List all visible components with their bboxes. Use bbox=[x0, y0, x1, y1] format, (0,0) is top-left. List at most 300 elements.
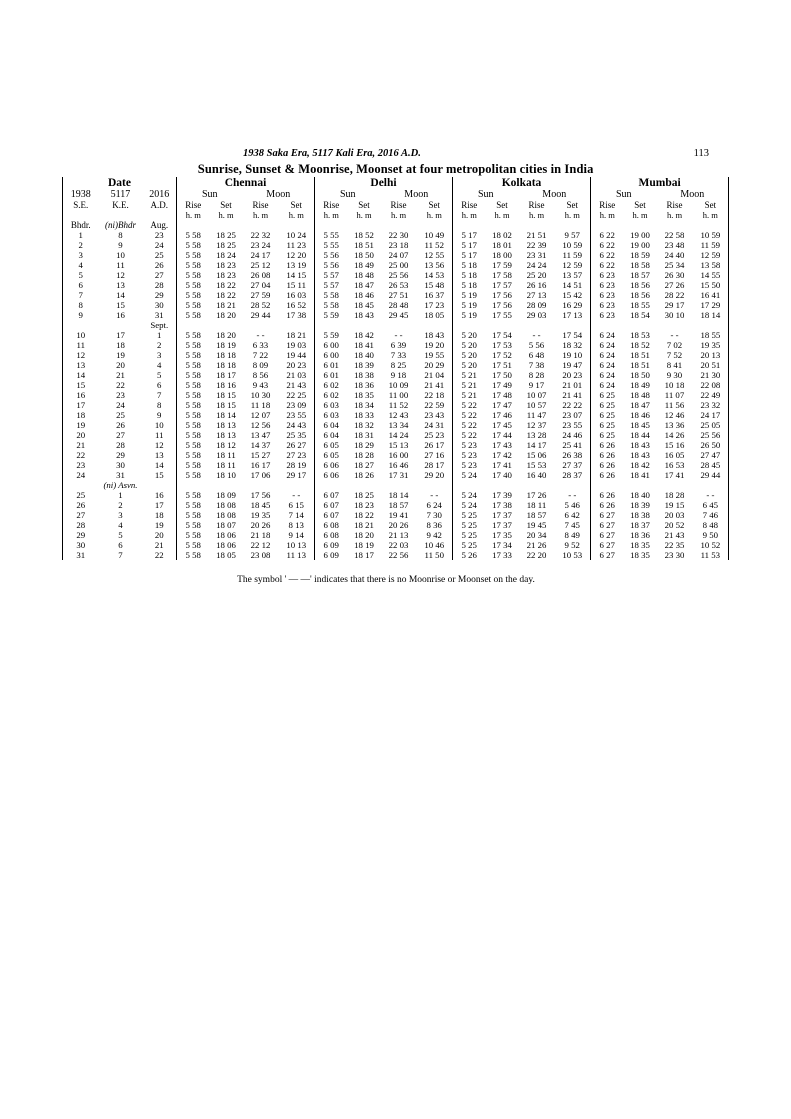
table-row bbox=[63, 540, 729, 550]
unit-pad-2 bbox=[210, 220, 243, 230]
row-value: 15 27 bbox=[250, 450, 271, 460]
running-header bbox=[62, 148, 710, 162]
date-col-se-bottom: S.E. bbox=[63, 200, 99, 210]
row-value: 27 59 bbox=[250, 290, 271, 300]
unit-pad-3 bbox=[243, 220, 279, 230]
row-value: 21 51 bbox=[526, 230, 547, 240]
group-header-kolkata: Kolkata bbox=[453, 177, 591, 189]
row-ke: 20 bbox=[116, 360, 125, 370]
row-value: 18 10 bbox=[216, 470, 236, 480]
row-value: 11 53 bbox=[693, 550, 729, 560]
mm-c6 bbox=[348, 320, 381, 330]
row-se: 25 bbox=[63, 490, 99, 500]
row-value: 6 23 bbox=[599, 310, 615, 320]
table-row bbox=[63, 400, 729, 410]
row-value: 27 51 bbox=[388, 290, 409, 300]
row-value: 28 45 bbox=[693, 460, 729, 470]
row-value: 6 39 bbox=[390, 340, 407, 350]
row-value: 6 27 bbox=[599, 530, 615, 540]
row-value: 11 52 bbox=[417, 240, 453, 250]
row-value: 5 58 bbox=[185, 540, 201, 550]
row-value: 15 48 bbox=[417, 280, 453, 290]
row-value: 19 35 bbox=[250, 510, 271, 520]
row-value: 18 18 bbox=[216, 350, 236, 360]
row-value: 11 23 bbox=[279, 240, 315, 250]
mumbai-sun-rise: Rise bbox=[599, 200, 616, 210]
date-col-ad-bottom: A.D. bbox=[143, 200, 177, 210]
mm-pad-a bbox=[63, 320, 99, 330]
row-se: 31 bbox=[63, 550, 99, 560]
row-value: 22 18 bbox=[417, 390, 453, 400]
row-ke: 29 bbox=[116, 450, 125, 460]
row-value: 18 43 bbox=[417, 330, 453, 340]
row-value: 22 25 bbox=[279, 390, 315, 400]
row-value: 18 45 bbox=[630, 420, 650, 430]
row-value: 10 24 bbox=[279, 230, 315, 240]
mumbai-sun-label: Sun bbox=[615, 189, 632, 200]
mm2-pad-a bbox=[63, 480, 99, 490]
row-value: 5 17 bbox=[461, 230, 477, 240]
row-value: 24 24 bbox=[526, 260, 547, 270]
hm-11: h. m bbox=[528, 210, 545, 220]
row-ke: 11 bbox=[116, 260, 125, 270]
row-value: 18 38 bbox=[630, 510, 650, 520]
mm-c16 bbox=[693, 320, 729, 330]
row-value: 17 55 bbox=[492, 310, 512, 320]
row-value: 18 07 bbox=[216, 520, 236, 530]
row-value: 26 08 bbox=[250, 270, 271, 280]
row-value: 24 17 bbox=[693, 410, 729, 420]
row-value: 18 18 bbox=[216, 360, 236, 370]
row-value: 27 16 bbox=[417, 450, 453, 460]
date-col-se-top: 1938 bbox=[63, 189, 99, 200]
row-value: 5 57 bbox=[323, 270, 339, 280]
row-value: 13 19 bbox=[279, 260, 315, 270]
row-value: 23 55 bbox=[555, 420, 591, 430]
row-value: 5 25 bbox=[461, 520, 477, 530]
row-value: - - bbox=[394, 330, 403, 340]
row-value: 15 13 bbox=[388, 440, 409, 450]
row-value: 25 05 bbox=[693, 420, 729, 430]
row-value: 6 00 bbox=[323, 340, 339, 350]
row-value: 18 16 bbox=[216, 380, 236, 390]
mm-c12 bbox=[555, 320, 591, 330]
row-value: 20 26 bbox=[250, 520, 271, 530]
mm-c9 bbox=[453, 320, 486, 330]
row-value: 9 52 bbox=[555, 540, 591, 550]
row-value: 5 24 bbox=[461, 500, 477, 510]
row-ad: 18 bbox=[143, 510, 177, 520]
row-value: 6 24 bbox=[417, 500, 453, 510]
row-ke: 10 bbox=[116, 250, 125, 260]
row-value: 17 33 bbox=[492, 550, 512, 560]
row-value: 18 23 bbox=[216, 270, 236, 280]
row-value: 17 31 bbox=[388, 470, 409, 480]
row-value: 18 41 bbox=[630, 470, 650, 480]
mm2-c7 bbox=[381, 480, 417, 490]
row-value: 26 16 bbox=[526, 280, 547, 290]
mm2-c15 bbox=[657, 480, 693, 490]
mm-c1 bbox=[177, 320, 210, 330]
mumbai-sun-set: Set bbox=[634, 200, 646, 210]
row-value: 6 01 bbox=[323, 360, 339, 370]
row-value: 19 00 bbox=[630, 230, 650, 240]
table-row bbox=[63, 430, 729, 440]
row-value: 21 18 bbox=[250, 530, 271, 540]
row-value: 6 08 bbox=[323, 530, 339, 540]
row-value: 22 59 bbox=[417, 400, 453, 410]
row-se: 10 bbox=[63, 330, 99, 340]
row-value: 20 23 bbox=[279, 360, 315, 370]
row-value: 23 18 bbox=[388, 240, 409, 250]
row-value: 17 48 bbox=[492, 390, 512, 400]
date-col-ke-top: 5117 bbox=[110, 189, 131, 200]
mm2-pad-c bbox=[143, 480, 177, 490]
unit-pad-7 bbox=[381, 220, 417, 230]
row-value: 15 16 bbox=[664, 440, 685, 450]
row-value: 17 53 bbox=[492, 340, 512, 350]
hm-16: h. m bbox=[693, 210, 729, 220]
row-value: 27 13 bbox=[526, 290, 547, 300]
kolkata-moon-label: Moon bbox=[519, 189, 591, 200]
row-value: 27 47 bbox=[693, 450, 729, 460]
row-value: 10 07 bbox=[526, 390, 547, 400]
row-value: 18 32 bbox=[555, 340, 591, 350]
row-value: 6 23 bbox=[599, 280, 615, 290]
kolkata-sun-rise: Rise bbox=[461, 200, 478, 210]
unit-ni-bhdr: (ni)Bhdr bbox=[105, 220, 136, 230]
delhi-sun-rise: Rise bbox=[323, 200, 340, 210]
row-value: 18 29 bbox=[354, 440, 374, 450]
row-value: - - bbox=[279, 490, 315, 500]
row-value: 5 20 bbox=[461, 350, 477, 360]
row-value: 13 36 bbox=[664, 420, 685, 430]
row-value: 29 44 bbox=[693, 470, 729, 480]
row-value: 27 26 bbox=[664, 280, 685, 290]
row-value: 18 51 bbox=[630, 350, 650, 360]
mm-c14 bbox=[624, 320, 657, 330]
row-value: 15 06 bbox=[526, 450, 547, 460]
table-row bbox=[63, 260, 729, 270]
row-value: 6 22 bbox=[599, 250, 615, 260]
row-value: 5 58 bbox=[185, 450, 201, 460]
row-value: 18 33 bbox=[354, 410, 374, 420]
row-value: 18 38 bbox=[354, 370, 374, 380]
row-value: 6 24 bbox=[599, 380, 615, 390]
row-value: 28 09 bbox=[526, 300, 547, 310]
row-se: 18 bbox=[63, 410, 99, 420]
row-value: 7 45 bbox=[555, 520, 591, 530]
row-value: 16 41 bbox=[693, 290, 729, 300]
row-value: 6 33 bbox=[252, 340, 269, 350]
row-value: 20 29 bbox=[417, 360, 453, 370]
row-value: 30 10 bbox=[664, 310, 685, 320]
row-value: 6 22 bbox=[599, 260, 615, 270]
row-value: 5 58 bbox=[185, 490, 201, 500]
row-value: 6 24 bbox=[599, 370, 615, 380]
table-row bbox=[63, 270, 729, 280]
row-value: 6 03 bbox=[323, 410, 339, 420]
row-value: 11 18 bbox=[250, 400, 271, 410]
row-value: 14 53 bbox=[417, 270, 453, 280]
row-value: 6 23 bbox=[599, 300, 615, 310]
row-value: 5 18 bbox=[461, 280, 477, 290]
unit-pad-12 bbox=[555, 220, 591, 230]
row-value: 5 58 bbox=[185, 470, 201, 480]
row-se: 21 bbox=[63, 440, 99, 450]
row-se: 8 bbox=[63, 300, 99, 310]
row-value: 14 15 bbox=[279, 270, 315, 280]
row-value: 5 46 bbox=[555, 500, 591, 510]
row-value: 29 20 bbox=[417, 470, 453, 480]
row-value: 6 09 bbox=[323, 540, 339, 550]
row-value: 14 26 bbox=[664, 430, 685, 440]
row-value: 18 35 bbox=[630, 550, 650, 560]
row-value: 18 50 bbox=[630, 370, 650, 380]
row-value: 18 43 bbox=[630, 440, 650, 450]
row-se: 16 bbox=[63, 390, 99, 400]
row-value: 11 13 bbox=[279, 550, 315, 560]
row-value: 5 23 bbox=[461, 440, 477, 450]
row-value: 5 24 bbox=[461, 470, 477, 480]
row-value: 6 26 bbox=[599, 490, 615, 500]
row-value: 16 37 bbox=[417, 290, 453, 300]
row-ke: 28 bbox=[116, 440, 125, 450]
table-row bbox=[63, 310, 729, 320]
row-value: 19 35 bbox=[693, 340, 729, 350]
unit-pad-14 bbox=[624, 220, 657, 230]
row-value: 18 01 bbox=[492, 240, 512, 250]
row-value: 13 28 bbox=[526, 430, 547, 440]
row-value: 18 23 bbox=[354, 500, 374, 510]
row-value: 6 26 bbox=[599, 460, 615, 470]
group-header-mumbai: Mumbai bbox=[591, 177, 729, 189]
row-se: 28 bbox=[63, 520, 99, 530]
mm2-c6 bbox=[348, 480, 381, 490]
row-ad: 20 bbox=[143, 530, 177, 540]
row-se: 12 bbox=[63, 350, 99, 360]
row-value: 18 46 bbox=[354, 290, 374, 300]
row-value: 18 48 bbox=[630, 390, 650, 400]
row-value: 22 32 bbox=[250, 230, 271, 240]
row-value: 18 45 bbox=[250, 500, 271, 510]
row-value: 25 35 bbox=[279, 430, 315, 440]
row-value: 18 47 bbox=[354, 280, 374, 290]
row-value: 11 07 bbox=[664, 390, 685, 400]
chennai-moon-rise: Rise bbox=[252, 200, 269, 210]
row-value: 5 58 bbox=[185, 350, 201, 360]
row-value: 10 53 bbox=[555, 550, 591, 560]
row-value: 6 24 bbox=[599, 330, 615, 340]
row-value: 18 02 bbox=[492, 230, 512, 240]
row-value: 5 56 bbox=[323, 250, 339, 260]
row-value: 5 58 bbox=[185, 410, 201, 420]
row-value: 5 17 bbox=[461, 250, 477, 260]
row-value: 9 50 bbox=[693, 530, 729, 540]
row-value: 18 00 bbox=[492, 250, 512, 260]
row-value: 18 47 bbox=[630, 400, 650, 410]
row-value: 6 00 bbox=[323, 350, 339, 360]
mm2-c3 bbox=[243, 480, 279, 490]
row-value: 5 17 bbox=[461, 240, 477, 250]
row-value: 18 11 bbox=[216, 460, 236, 470]
row-value: 6 22 bbox=[599, 240, 615, 250]
row-value: 13 56 bbox=[417, 260, 453, 270]
row-value: 5 22 bbox=[461, 410, 477, 420]
row-se: 19 bbox=[63, 420, 99, 430]
row-value: 6 26 bbox=[599, 450, 615, 460]
row-value: 21 41 bbox=[417, 380, 453, 390]
row-value: 10 57 bbox=[526, 400, 547, 410]
row-value: 5 21 bbox=[461, 390, 477, 400]
kolkata-sun-set: Set bbox=[496, 200, 508, 210]
row-value: 25 41 bbox=[555, 440, 591, 450]
row-se: 7 bbox=[63, 290, 99, 300]
mm-c2 bbox=[210, 320, 243, 330]
table-row bbox=[63, 550, 729, 560]
mm2-c10 bbox=[486, 480, 519, 490]
row-value: 18 36 bbox=[630, 530, 650, 540]
row-value: 17 56 bbox=[492, 290, 512, 300]
row-ke: 1 bbox=[118, 490, 123, 500]
row-value: 5 20 bbox=[461, 360, 477, 370]
row-value: 17 50 bbox=[492, 370, 512, 380]
row-value: 5 58 bbox=[185, 360, 201, 370]
row-value: 23 24 bbox=[250, 240, 271, 250]
row-ke: 18 bbox=[116, 340, 125, 350]
row-value: 5 19 bbox=[461, 310, 477, 320]
row-value: - - bbox=[555, 490, 591, 500]
row-value: 22 12 bbox=[250, 540, 271, 550]
row-value: 5 58 bbox=[185, 500, 201, 510]
row-ke: 27 bbox=[116, 430, 125, 440]
row-ad: 21 bbox=[143, 540, 177, 550]
row-value: 26 53 bbox=[388, 280, 409, 290]
row-value: 14 55 bbox=[693, 270, 729, 280]
row-se: 9 bbox=[63, 310, 99, 320]
row-value: 18 22 bbox=[354, 510, 374, 520]
row-value: 6 06 bbox=[323, 470, 339, 480]
row-value: 18 20 bbox=[216, 330, 236, 340]
row-value: 18 34 bbox=[354, 400, 374, 410]
row-value: 17 26 bbox=[526, 490, 547, 500]
row-value: 21 13 bbox=[388, 530, 409, 540]
row-ke: 22 bbox=[116, 380, 125, 390]
row-value: 5 58 bbox=[185, 400, 201, 410]
row-value: 6 25 bbox=[599, 420, 615, 430]
row-value: 6 23 bbox=[599, 290, 615, 300]
row-ad: 2 bbox=[143, 340, 177, 350]
row-value: 14 37 bbox=[250, 440, 271, 450]
row-value: 18 39 bbox=[354, 360, 374, 370]
row-value: 13 34 bbox=[388, 420, 409, 430]
row-value: 20 51 bbox=[693, 360, 729, 370]
row-value: 5 55 bbox=[323, 230, 339, 240]
mm-c10 bbox=[486, 320, 519, 330]
row-value: 17 42 bbox=[492, 450, 512, 460]
row-value: 5 58 bbox=[185, 380, 201, 390]
row-se: 3 bbox=[63, 250, 99, 260]
row-value: 14 51 bbox=[555, 280, 591, 290]
row-ad: 5 bbox=[143, 370, 177, 380]
row-ad: 3 bbox=[143, 350, 177, 360]
row-value: 6 27 bbox=[599, 510, 615, 520]
row-value: 21 30 bbox=[693, 370, 729, 380]
row-value: 18 43 bbox=[630, 450, 650, 460]
row-value: 5 58 bbox=[185, 290, 201, 300]
row-ke: 14 bbox=[116, 290, 125, 300]
row-value: 15 11 bbox=[279, 280, 315, 290]
row-se: 30 bbox=[63, 540, 99, 550]
row-value: 5 59 bbox=[323, 330, 339, 340]
unit-pad-5 bbox=[315, 220, 348, 230]
row-value: 19 20 bbox=[417, 340, 453, 350]
row-value: 29 44 bbox=[250, 310, 271, 320]
row-value: 5 58 bbox=[185, 550, 201, 560]
table-row bbox=[63, 390, 729, 400]
subheader-row-1 bbox=[63, 189, 729, 200]
table-row bbox=[63, 420, 729, 430]
row-value: 25 12 bbox=[250, 260, 271, 270]
table-title-row bbox=[63, 162, 729, 177]
row-ad: 6 bbox=[143, 380, 177, 390]
row-value: 9 42 bbox=[417, 530, 453, 540]
row-se: 17 bbox=[63, 400, 99, 410]
row-value: 17 29 bbox=[693, 300, 729, 310]
delhi-moon-label: Moon bbox=[381, 189, 453, 200]
row-value: 18 42 bbox=[354, 330, 374, 340]
row-value: 17 59 bbox=[492, 260, 512, 270]
row-value: 27 37 bbox=[555, 460, 591, 470]
row-value: 23 30 bbox=[664, 550, 685, 560]
row-value: 10 46 bbox=[417, 540, 453, 550]
row-value: 17 54 bbox=[492, 330, 512, 340]
unit-aug: Aug. bbox=[143, 220, 177, 230]
row-value: 6 02 bbox=[323, 390, 339, 400]
row-value: 17 37 bbox=[492, 520, 512, 530]
row-value: 7 33 bbox=[390, 350, 407, 360]
date-col-ad-top: 2016 bbox=[143, 189, 177, 200]
row-ke: 15 bbox=[116, 300, 125, 310]
row-value: 23 31 bbox=[526, 250, 547, 260]
month-unit-row bbox=[63, 220, 729, 230]
group-header-chennai: Chennai bbox=[177, 177, 315, 189]
row-value: 23 48 bbox=[664, 240, 685, 250]
row-value: 6 06 bbox=[323, 460, 339, 470]
row-value: 7 30 bbox=[417, 510, 453, 520]
row-value: 18 43 bbox=[354, 310, 374, 320]
row-value: 5 58 bbox=[185, 390, 201, 400]
row-value: 12 59 bbox=[693, 250, 729, 260]
row-value: 21 26 bbox=[526, 540, 547, 550]
row-value: 18 52 bbox=[354, 230, 374, 240]
group-header-row bbox=[63, 177, 729, 189]
row-value: 18 26 bbox=[354, 470, 374, 480]
row-value: 22 08 bbox=[693, 380, 729, 390]
row-ad: 24 bbox=[143, 240, 177, 250]
row-value: 8 13 bbox=[279, 520, 315, 530]
row-value: 18 55 bbox=[630, 300, 650, 310]
row-value: 5 23 bbox=[461, 460, 477, 470]
row-value: 7 46 bbox=[693, 510, 729, 520]
row-value: 6 09 bbox=[323, 550, 339, 560]
row-value: 9 57 bbox=[555, 230, 591, 240]
row-value: 12 37 bbox=[526, 420, 547, 430]
row-value: 6 27 bbox=[599, 550, 615, 560]
row-value: 17 34 bbox=[492, 540, 512, 550]
row-value: 18 23 bbox=[216, 260, 236, 270]
row-value: 16 03 bbox=[279, 290, 315, 300]
